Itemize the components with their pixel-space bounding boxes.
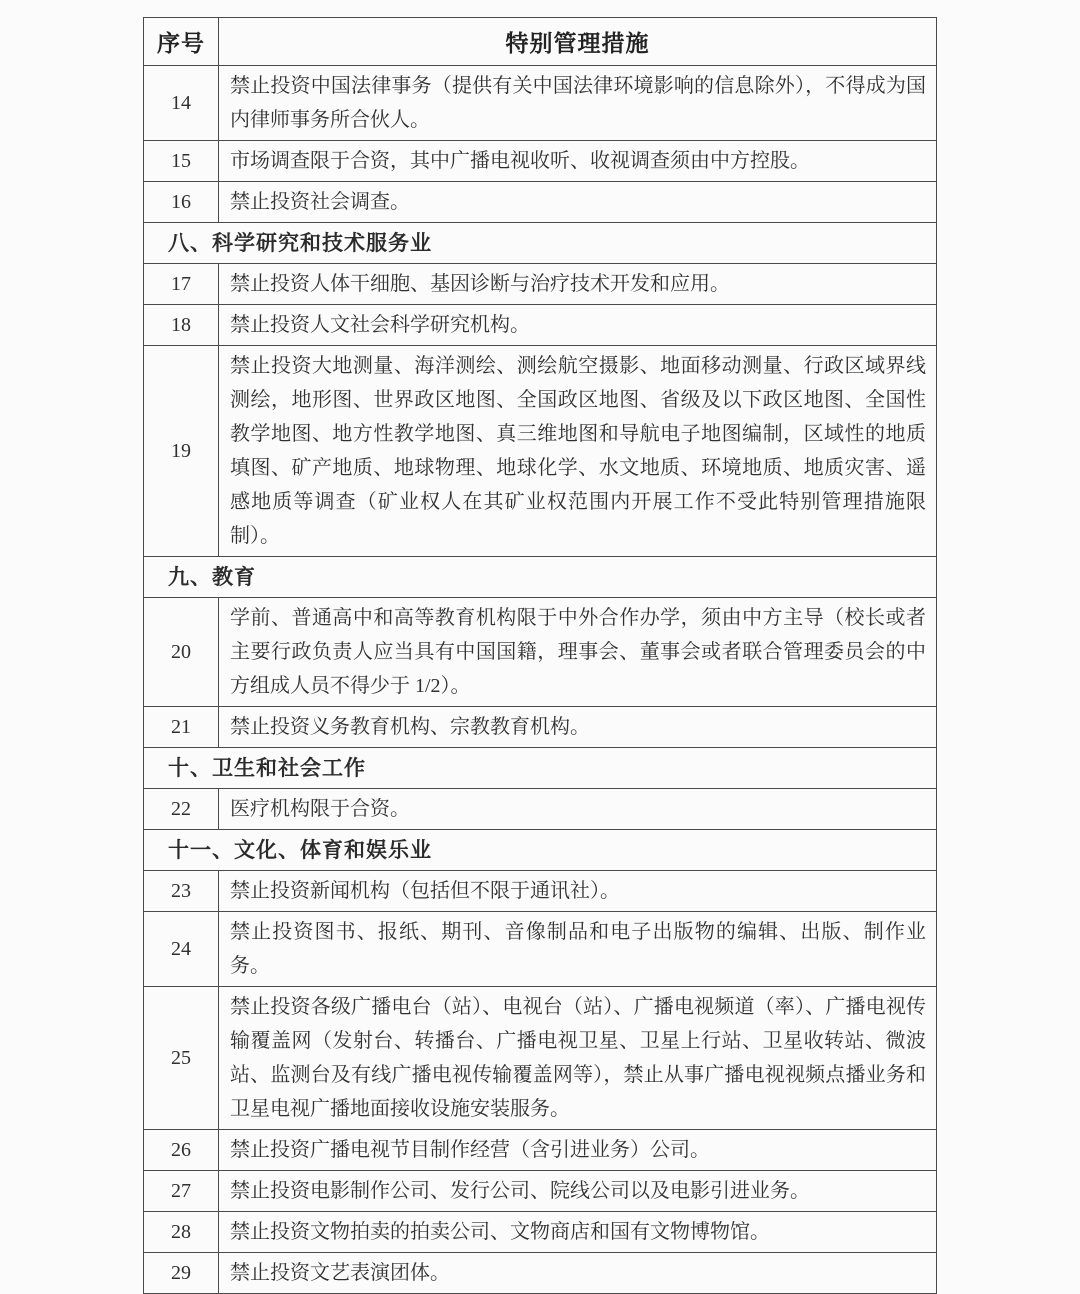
table-row	[144, 1171, 937, 1212]
row-measure-text: 禁止投资广播电视节目制作经营（含引进业务）公司。	[219, 1130, 937, 1171]
row-number: 29	[144, 1253, 219, 1294]
table-row	[144, 346, 937, 557]
header-cell-measure: 特别管理措施	[219, 18, 937, 66]
measures-table	[143, 17, 937, 1294]
row-measure-text: 禁止投资人文社会科学研究机构。	[219, 305, 937, 346]
row-measure-text: 禁止投资社会调查。	[219, 182, 937, 223]
section-row	[144, 748, 937, 789]
row-number: 24	[144, 912, 219, 987]
row-measure-text: 禁止投资义务教育机构、宗教教育机构。	[219, 707, 937, 748]
row-number: 14	[144, 66, 219, 141]
table-row	[144, 182, 937, 223]
header-cell-serial-number: 序号	[144, 18, 219, 66]
row-measure-text: 禁止投资文物拍卖的拍卖公司、文物商店和国有文物博物馆。	[219, 1212, 937, 1253]
row-number: 19	[144, 346, 219, 557]
header-row	[144, 18, 937, 66]
row-number: 16	[144, 182, 219, 223]
table-row	[144, 789, 937, 830]
row-number: 21	[144, 707, 219, 748]
row-measure-text: 市场调查限于合资，其中广播电视收听、收视调查须由中方控股。	[219, 141, 937, 182]
table-row	[144, 598, 937, 707]
row-measure-text: 禁止投资图书、报纸、期刊、音像制品和电子出版物的编辑、出版、制作业务。	[219, 912, 937, 987]
row-number: 28	[144, 1212, 219, 1253]
section-title: 十、卫生和社会工作	[144, 748, 937, 789]
row-number: 17	[144, 264, 219, 305]
table-row	[144, 912, 937, 987]
section-title: 八、科学研究和技术服务业	[144, 223, 937, 264]
row-number: 26	[144, 1130, 219, 1171]
row-measure-text: 医疗机构限于合资。	[219, 789, 937, 830]
row-number: 23	[144, 871, 219, 912]
table-row	[144, 871, 937, 912]
row-measure-text: 禁止投资文艺表演团体。	[219, 1253, 937, 1294]
section-row	[144, 557, 937, 598]
row-measure-text: 禁止投资电影制作公司、发行公司、院线公司以及电影引进业务。	[219, 1171, 937, 1212]
row-number: 27	[144, 1171, 219, 1212]
table-row	[144, 305, 937, 346]
table-row	[144, 1253, 937, 1294]
row-number: 15	[144, 141, 219, 182]
row-measure-text: 禁止投资各级广播电台（站）、电视台（站）、广播电视频道（率）、广播电视传输覆盖网（发射台、转播台、广播电视卫星、卫星上行站、卫星收转站、微波站、监测台及有线广播电视传输覆盖网等），禁止从事广播电视视频点播业务和卫星电视广播地面接收设施安装服务。	[219, 987, 937, 1130]
section-title: 十一、文化、体育和娱乐业	[144, 830, 937, 871]
row-number: 18	[144, 305, 219, 346]
table-row	[144, 1212, 937, 1253]
section-row	[144, 830, 937, 871]
row-number: 25	[144, 987, 219, 1130]
row-number: 22	[144, 789, 219, 830]
measures-table-body	[144, 66, 937, 1294]
table-row	[144, 141, 937, 182]
row-measure-text: 禁止投资大地测量、海洋测绘、测绘航空摄影、地面移动测量、行政区域界线测绘，地形图、世界政区地图、全国政区地图、省级及以下政区地图、全国性教学地图、地方性教学地图、真三维地图和导航电子地图编制，区域性的地质填图、矿产地质、地球物理、地球化学、水文地质、环境地质、地质灾害、遥感地质等调查（矿业权人在其矿业权范围内开展工作不受此特别管理措施限制）。	[219, 346, 937, 557]
row-measure-text: 禁止投资中国法律事务（提供有关中国法律环境影响的信息除外），不得成为国内律师事务所合伙人。	[219, 66, 937, 141]
row-measure-text: 学前、普通高中和高等教育机构限于中外合作办学，须由中方主导（校长或者主要行政负责人应当具有中国国籍，理事会、董事会或者联合管理委员会的中方组成人员不得少于 1/2）。	[219, 598, 937, 707]
row-number: 20	[144, 598, 219, 707]
row-measure-text: 禁止投资人体干细胞、基因诊断与治疗技术开发和应用。	[219, 264, 937, 305]
table-row	[144, 987, 937, 1130]
row-measure-text: 禁止投资新闻机构（包括但不限于通讯社）。	[219, 871, 937, 912]
section-row	[144, 223, 937, 264]
measures-table-header	[144, 18, 937, 66]
table-row	[144, 1130, 937, 1171]
section-title: 九、教育	[144, 557, 937, 598]
table-row	[144, 264, 937, 305]
table-row	[144, 66, 937, 141]
table-row	[144, 707, 937, 748]
